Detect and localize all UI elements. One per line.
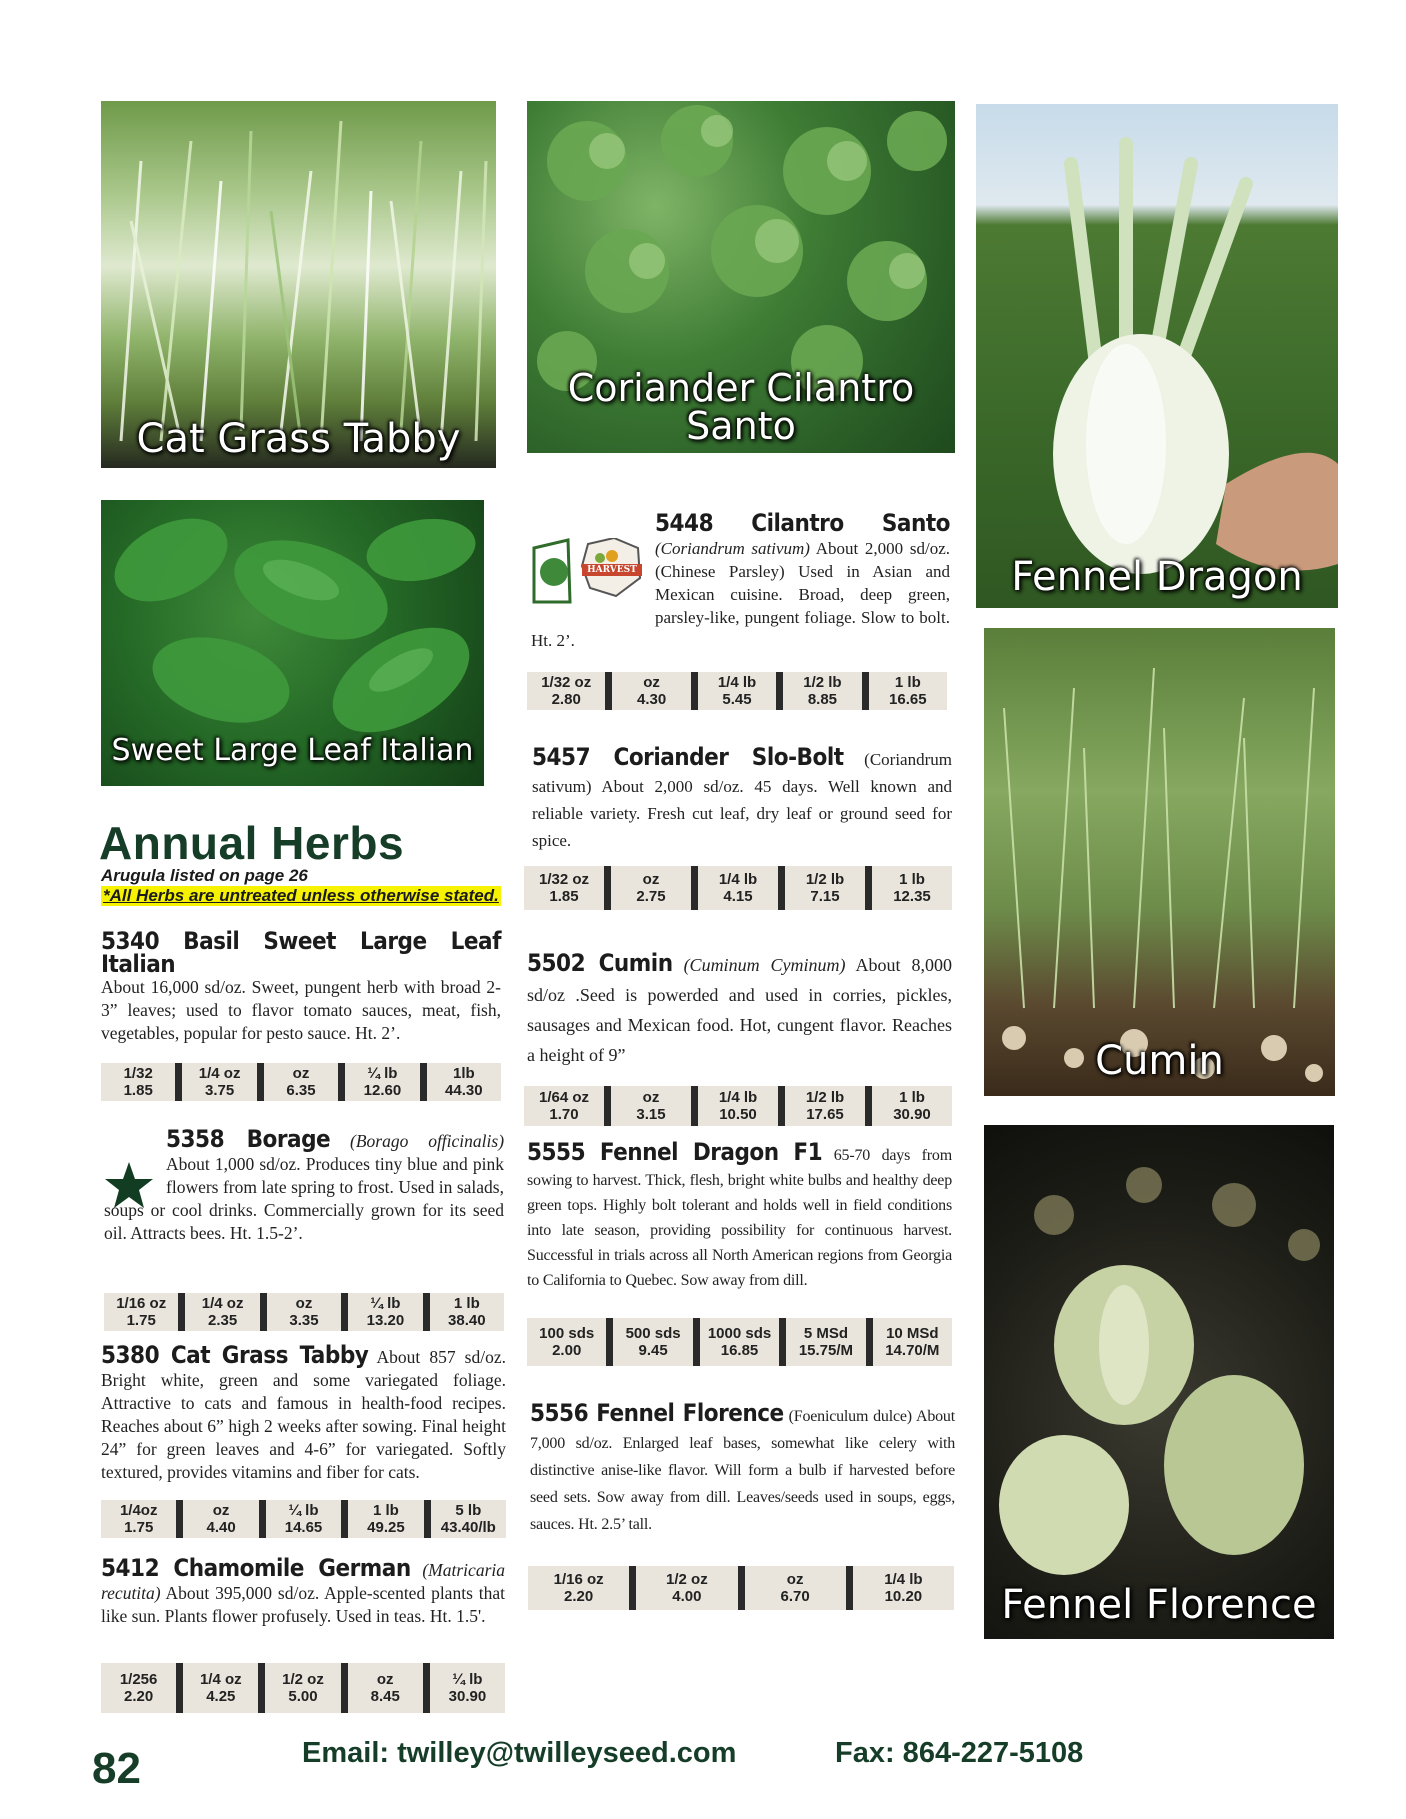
price-cell bbox=[779, 1318, 865, 1366]
price-value: 10.50 bbox=[719, 1106, 757, 1123]
photo-fennel-florence bbox=[984, 1125, 1334, 1639]
photo-caption-fennel-dragon: Fennel Dragon bbox=[1011, 554, 1303, 600]
product-fennel-dragon bbox=[527, 1140, 952, 1293]
footer-fax: Fax: 864-227-5108 bbox=[835, 1737, 1084, 1769]
price-cell bbox=[527, 672, 605, 710]
price-cell bbox=[865, 1086, 952, 1126]
price-value: 14.70/M bbox=[885, 1342, 940, 1359]
price-size: 1/4 lb bbox=[884, 1571, 923, 1588]
product-latin-name: (Matricaria recutita) bbox=[101, 1560, 505, 1603]
page-number: 82 bbox=[92, 1744, 141, 1793]
price-size: oz bbox=[786, 1571, 804, 1588]
price-value: 6.70 bbox=[780, 1588, 810, 1605]
price-size: 1/2 lb bbox=[805, 1089, 845, 1106]
price-size: oz bbox=[376, 1671, 394, 1688]
price-value: 49.25 bbox=[367, 1519, 405, 1536]
product-code: 5412 Chamomile German bbox=[101, 1554, 411, 1582]
price-size: 5 MSd bbox=[803, 1325, 849, 1342]
price-bar-fennel-florence bbox=[528, 1566, 954, 1610]
price-value: 1.85 bbox=[549, 888, 579, 905]
price-cell bbox=[258, 1663, 340, 1713]
price-cell bbox=[691, 1086, 778, 1126]
product-description: About 7,000 sd/oz. Enlarged leaf bases, somewhat like celery with distinctive anise-like flavor. Will form a bulb if harvested before seed sets. Sow away from dill. Leaves/seeds used in soups, eggs, sauces. Ht. 2.5’ tall. bbox=[530, 1408, 955, 1533]
price-cell bbox=[341, 1663, 423, 1713]
price-value: 13.20 bbox=[366, 1312, 405, 1329]
price-cell bbox=[259, 1500, 341, 1538]
price-size: 10 MSd bbox=[886, 1325, 939, 1342]
product-code: 5457 Coriander Slo-Bolt bbox=[532, 743, 844, 771]
product-latin-name: (Cuminum Cyminum) bbox=[683, 955, 846, 975]
price-size: 1lb bbox=[452, 1065, 475, 1082]
product-description: About 1,000 sd/oz. Produces tiny blue and pink flowers from late spring to frost. Used in salads, soups or cool drinks. Commercially grown for its seed oil. Attracts bees. Ht. 1.5-2’. bbox=[104, 1154, 504, 1243]
price-size: 1/256 bbox=[119, 1671, 158, 1688]
price-bar-cumin bbox=[524, 1086, 952, 1126]
price-value: 1.75 bbox=[124, 1519, 154, 1536]
product-borage bbox=[104, 1125, 505, 1245]
price-value: 4.00 bbox=[672, 1588, 702, 1605]
price-value: 44.30 bbox=[445, 1082, 483, 1099]
photo-caption-cilantro-line2: Santo bbox=[686, 404, 796, 448]
price-value: 4.15 bbox=[723, 888, 753, 905]
price-size: 1/4 oz bbox=[201, 1295, 244, 1312]
price-size: ¼ lb bbox=[288, 1502, 319, 1519]
price-cell bbox=[606, 1318, 692, 1366]
photo-cat-grass-tabby bbox=[101, 101, 496, 468]
price-value: 6.35 bbox=[286, 1082, 316, 1099]
photo-caption-basil: Sweet Large Leaf Italian bbox=[111, 733, 474, 768]
price-value: 9.45 bbox=[638, 1342, 668, 1359]
section-note-untreated: *All Herbs are untreated unless otherwise stated. bbox=[103, 886, 499, 905]
price-cell bbox=[865, 866, 952, 910]
price-cell bbox=[101, 1663, 176, 1713]
product-cumin bbox=[527, 948, 952, 1070]
price-size: 1/32 bbox=[123, 1065, 153, 1082]
photo-caption-cumin: Cumin bbox=[1095, 1038, 1224, 1084]
price-size: 1/4 oz bbox=[198, 1065, 241, 1082]
product-code: 5340 Basil Sweet Large Leaf Italian bbox=[101, 927, 501, 978]
price-cell bbox=[846, 1566, 954, 1610]
product-latin-name: (Coriandrum sativum) bbox=[655, 539, 810, 558]
price-cell bbox=[604, 866, 691, 910]
price-value: 5.45 bbox=[722, 691, 752, 708]
product-chamomile bbox=[101, 1554, 505, 1628]
price-cell bbox=[629, 1566, 737, 1610]
fennel-bulb-art bbox=[976, 104, 1338, 608]
price-cell bbox=[341, 1293, 422, 1331]
price-cell bbox=[605, 672, 690, 710]
price-bar-coriander-slo-bolt bbox=[524, 866, 952, 910]
price-bar-cilantro-santo bbox=[527, 672, 947, 710]
price-size: 1/32 oz bbox=[541, 674, 592, 691]
price-size: oz bbox=[642, 1089, 660, 1106]
price-cell bbox=[341, 1500, 423, 1538]
price-value: 7.15 bbox=[810, 888, 840, 905]
price-size: 1/64 oz bbox=[538, 1089, 590, 1106]
product-latin-name: (Foeniculum dulce) bbox=[788, 1408, 912, 1425]
price-value: 1.75 bbox=[126, 1312, 156, 1329]
product-code: 5358 Borage bbox=[166, 1125, 331, 1153]
harvest-badge-text: HARVEST bbox=[587, 565, 637, 575]
price-value: 2.20 bbox=[124, 1688, 154, 1705]
price-cell bbox=[176, 1500, 258, 1538]
grass-blades-art bbox=[101, 101, 496, 468]
price-value: 2.75 bbox=[636, 888, 666, 905]
product-cilantro-santo bbox=[531, 509, 951, 652]
price-cell bbox=[778, 866, 865, 910]
product-coriander-slo-bolt bbox=[532, 744, 952, 854]
price-bar-borage bbox=[104, 1293, 504, 1331]
product-description: About 16,000 sd/oz. Sweet, pungent herb with broad 2-3” leaves; used to flavor tomato sauces, meat, fish, vegetables, popular for pesto sauce. Ht. 2’. bbox=[101, 977, 501, 1043]
price-cell bbox=[862, 672, 947, 710]
cumin-seedlings-art bbox=[984, 628, 1335, 1096]
price-size: oz bbox=[292, 1065, 310, 1082]
price-size: 1 lb bbox=[899, 1089, 925, 1106]
price-size: 500 sds bbox=[625, 1325, 681, 1342]
price-size: 1/2 oz bbox=[282, 1671, 324, 1688]
price-size: ¼ lb bbox=[367, 1065, 398, 1082]
price-size: 1 lb bbox=[373, 1502, 399, 1519]
product-code: 5555 Fennel Dragon F1 bbox=[527, 1138, 823, 1166]
price-value: 4.25 bbox=[206, 1688, 236, 1705]
price-size: 1 lb bbox=[453, 1295, 480, 1312]
product-description: About 8,000 sd/oz .Seed is powerded and used in corries, pickles, sausages and Mexican food. Hot, cungent flavor. Reaches a height of 9” bbox=[527, 955, 953, 1065]
product-code: 5502 Cumin bbox=[527, 949, 673, 977]
price-value: 4.30 bbox=[637, 691, 667, 708]
price-cell bbox=[101, 1500, 176, 1538]
price-cell bbox=[604, 1086, 691, 1126]
product-description: 65-70 days from sowing to harvest. Thick, flesh, bright white bulbs and healthy deep green tops. Highly bolt tolerant and holds well in field conditions into late season, providing possibility for continuous harvest. Successful in trials across all North American regions from Georgia to California to Quebec. Sow away from dill. bbox=[527, 1147, 952, 1289]
price-size: oz bbox=[642, 871, 660, 888]
price-size: 5 lb bbox=[455, 1502, 482, 1519]
price-value: 15.75/M bbox=[798, 1342, 854, 1359]
price-size: 1/2 lb bbox=[803, 674, 842, 691]
price-value: 2.35 bbox=[208, 1312, 238, 1329]
price-cell bbox=[691, 672, 776, 710]
price-size: ¼ lb bbox=[370, 1295, 401, 1312]
price-cell bbox=[693, 1318, 779, 1366]
product-description: About 857 sd/oz. Bright white, green and some variegated foliage. Attractive to cats and famous in health-food recipes. Reaches about 6” high 2 weeks after sowing. Final height 24” for green leaves and 4-6” for variegated. Softly textured, provides vitamins and fiber for cats. bbox=[101, 1347, 506, 1482]
section-note-arugula: Arugula listed on page 26 bbox=[101, 866, 308, 885]
photo-caption-fennel-florence: Fennel Florence bbox=[1001, 1582, 1317, 1628]
price-bar-chamomile bbox=[101, 1663, 505, 1713]
section-title: Annual Herbs bbox=[99, 817, 405, 869]
price-value: 2.00 bbox=[552, 1342, 582, 1359]
price-size: ¼ lb bbox=[452, 1671, 483, 1688]
price-value: 38.40 bbox=[448, 1312, 486, 1329]
price-value: 3.35 bbox=[289, 1312, 319, 1329]
price-value: 2.20 bbox=[564, 1588, 594, 1605]
price-size: 1/4 oz bbox=[199, 1671, 242, 1688]
price-size: 1/2 oz bbox=[666, 1571, 708, 1588]
product-latin-name: (Borago officinalis) bbox=[350, 1131, 505, 1151]
product-description: About 2,000 sd/oz. (Chinese Parsley) Used in Asian and Mexican cuisine. Broad, deep green, parsley-like, pungent foliage. Slow to bolt. Ht. 2’. bbox=[531, 539, 951, 650]
price-cell bbox=[524, 1086, 604, 1126]
price-cell bbox=[257, 1063, 338, 1101]
price-value: 1.85 bbox=[123, 1082, 153, 1099]
price-value: 14.65 bbox=[284, 1519, 323, 1536]
price-value: 1.70 bbox=[549, 1106, 579, 1123]
price-value: 16.85 bbox=[720, 1342, 759, 1359]
price-size: 1/32 oz bbox=[538, 871, 590, 888]
price-bar-cat-grass bbox=[101, 1500, 506, 1538]
photo-sweet-large-leaf-italian bbox=[101, 500, 484, 786]
price-cell bbox=[691, 866, 778, 910]
price-value: 10.20 bbox=[884, 1588, 923, 1605]
footer-email: Email: twilley@twilleyseed.com bbox=[302, 1737, 737, 1769]
price-value: 43.40/lb bbox=[440, 1519, 496, 1536]
price-size: 1/4oz bbox=[119, 1502, 158, 1519]
price-cell bbox=[423, 1293, 504, 1331]
price-value: 12.60 bbox=[363, 1082, 402, 1099]
price-bar-fennel-dragon bbox=[527, 1318, 952, 1366]
price-cell bbox=[776, 672, 861, 710]
price-cell bbox=[420, 1063, 501, 1101]
price-cell bbox=[338, 1063, 419, 1101]
price-cell bbox=[527, 1318, 606, 1366]
price-cell bbox=[528, 1566, 629, 1610]
product-fennel-florence bbox=[530, 1400, 955, 1538]
price-size: 1 lb bbox=[899, 871, 925, 888]
price-size: 1/4 lb bbox=[718, 871, 758, 888]
price-cell bbox=[178, 1293, 259, 1331]
price-value: 8.85 bbox=[807, 691, 838, 708]
product-description: About 395,000 sd/oz. Apple-scented plants that like sun. Plants flower profusely. Used in teas. Ht. 1.5'. bbox=[101, 1583, 505, 1626]
price-value: 30.90 bbox=[448, 1688, 487, 1705]
price-value: 16.65 bbox=[889, 691, 927, 708]
photo-caption-cilantro-line1: Coriander Cilantro bbox=[567, 366, 915, 410]
price-value: 30.90 bbox=[893, 1106, 931, 1123]
price-size: 1/2 lb bbox=[805, 871, 845, 888]
price-size: 1/16 oz bbox=[116, 1295, 167, 1312]
product-basil bbox=[101, 927, 501, 1045]
price-size: oz bbox=[643, 674, 660, 691]
price-cell bbox=[424, 1500, 506, 1538]
price-value: 3.15 bbox=[636, 1106, 666, 1123]
photo-cumin bbox=[984, 628, 1335, 1096]
price-size: 1/4 lb bbox=[718, 1089, 758, 1106]
price-value: 5.00 bbox=[288, 1688, 318, 1705]
product-code: 5556 Fennel Florence bbox=[530, 1399, 784, 1427]
price-size: 1/4 lb bbox=[717, 674, 757, 691]
product-code: 5448 Cilantro Santo bbox=[655, 509, 950, 537]
price-value: 8.45 bbox=[370, 1688, 400, 1705]
price-value: 4.40 bbox=[206, 1519, 236, 1536]
price-value: 12.35 bbox=[893, 888, 931, 905]
price-cell bbox=[866, 1318, 952, 1366]
price-cell bbox=[778, 1086, 865, 1126]
price-size: 1000 sds bbox=[707, 1325, 772, 1342]
price-value: 17.65 bbox=[806, 1106, 844, 1123]
price-cell bbox=[101, 1063, 175, 1101]
product-cat-grass bbox=[101, 1341, 506, 1484]
photo-fennel-dragon bbox=[976, 104, 1338, 608]
price-value: 2.80 bbox=[551, 691, 581, 708]
price-cell bbox=[176, 1663, 258, 1713]
price-value: 3.75 bbox=[205, 1082, 235, 1099]
price-size: oz bbox=[295, 1295, 313, 1312]
price-size: 1 lb bbox=[894, 674, 921, 691]
price-cell bbox=[524, 866, 604, 910]
price-cell bbox=[175, 1063, 256, 1101]
price-size: oz bbox=[212, 1502, 230, 1519]
fennel-florence-art bbox=[984, 1125, 1334, 1639]
product-description: About 2,000 sd/oz. 45 days. Well known and reliable variety. Fresh cut leaf, dry leaf or ground seed for spice. bbox=[532, 777, 952, 850]
price-cell bbox=[104, 1293, 178, 1331]
price-cell bbox=[738, 1566, 846, 1610]
photo-coriander-cilantro-santo bbox=[527, 101, 955, 453]
photo-caption-cat-grass: Cat Grass Tabby bbox=[136, 416, 461, 462]
price-bar-basil bbox=[101, 1063, 501, 1101]
price-cell bbox=[423, 1663, 505, 1713]
product-latin-name: (Coriandrum sativum) bbox=[532, 750, 952, 796]
price-size: 1/16 oz bbox=[553, 1571, 604, 1588]
price-size: 100 sds bbox=[539, 1325, 595, 1342]
price-cell bbox=[260, 1293, 341, 1331]
product-code: 5380 Cat Grass Tabby bbox=[101, 1341, 369, 1369]
